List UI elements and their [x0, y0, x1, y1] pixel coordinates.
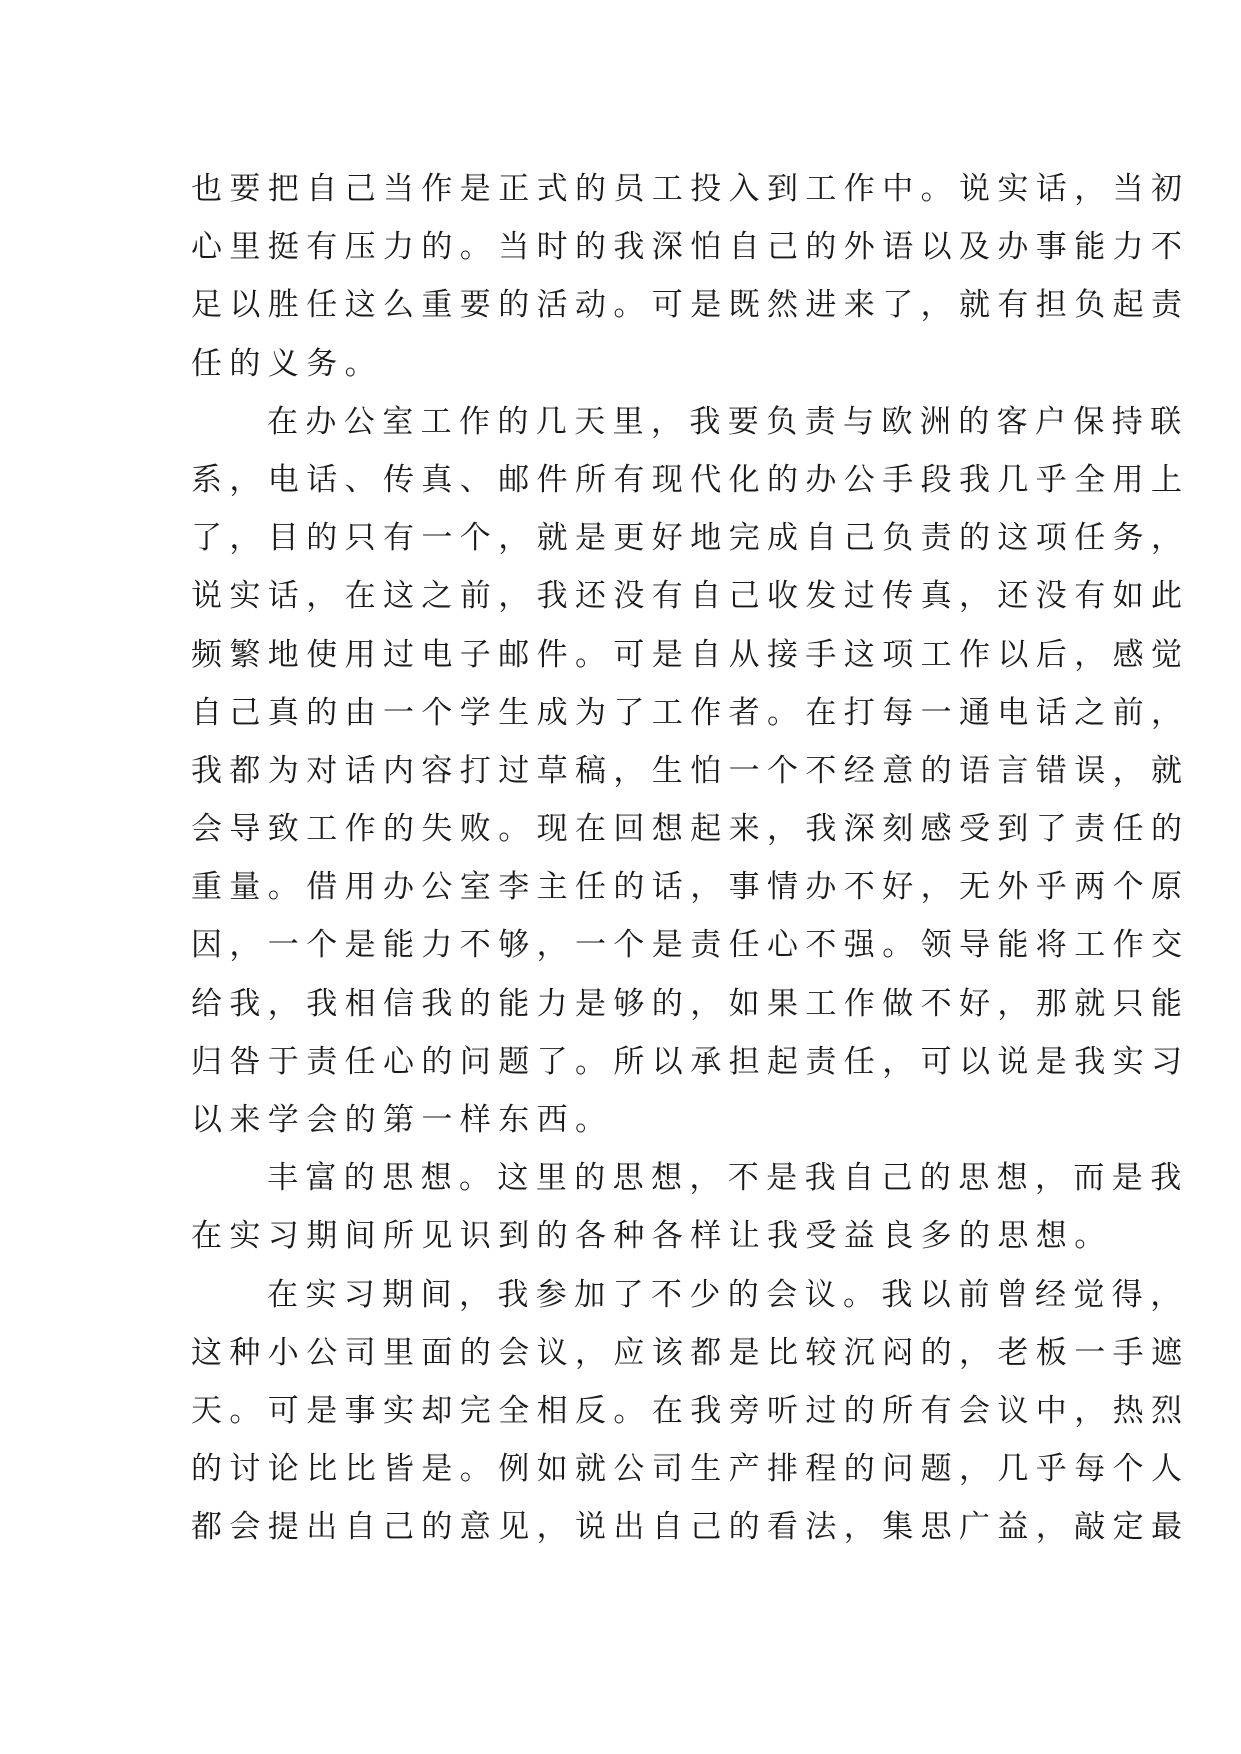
paragraph-first-line: 丰富的思想。这里的思想，不是我自己的思想，而是我 [267, 1160, 1189, 1197]
paragraph-first-line: 在办公室工作的几天里，我要负责与欧洲的客户保持联 [267, 403, 1189, 440]
text-line: 的讨论比比皆是。例如就公司生产排程的问题，几乎每个人 [191, 1451, 1190, 1488]
text-line: 任的义务。 [191, 345, 383, 382]
text-line: 重量。借用办公室李主任的话，事情办不好，无外乎两个原 [191, 869, 1190, 906]
text-line: 足以胜任这么重要的活动。可是既然进来了，就有担负起责 [191, 287, 1190, 324]
text-line: 都会提出自己的意见，说出自己的看法，集思广益，敲定最 [191, 1509, 1190, 1546]
text-line: 自己真的由一个学生成为了工作者。在打每一通电话之前， [191, 694, 1190, 731]
paragraph-first-line: 在实习期间，我参加了不少的会议。我以前曾经觉得， [267, 1276, 1189, 1313]
text-line: 我都为对话内容打过草稿，生怕一个不经意的语言错误，就 [191, 752, 1190, 789]
body-text [191, 160, 1190, 1557]
text-line: 说实话，在这之前，我还没有自己收发过传真，还没有如此 [191, 578, 1190, 615]
text-line: 在实习期间所见识到的各种各样让我受益良多的思想。 [191, 1218, 1113, 1255]
text-line: 归咎于责任心的问题了。所以承担起责任，可以说是我实习 [191, 1043, 1190, 1080]
text-line: 因，一个是能力不够，一个是责任心不强。领导能将工作交 [191, 927, 1190, 964]
text-line: 天。可是事实却完全相反。在我旁听过的所有会议中，热烈 [191, 1392, 1190, 1429]
text-line: 了，目的只有一个，就是更好地完成自己负责的这项任务， [191, 520, 1190, 557]
text-line: 以来学会的第一样东西。 [191, 1102, 614, 1138]
text-line: 系，电话、传真、邮件所有现代化的办公手段我几乎全用上 [191, 461, 1190, 498]
text-line: 这种小公司里面的会议，应该都是比较沉闷的，老板一手遮 [191, 1334, 1190, 1371]
text-line: 也要把自己当作是正式的员工投入到工作中。说实话，当初 [191, 171, 1190, 207]
text-line: 会导致工作的失败。现在回想起来，我深刻感受到了责任的 [191, 811, 1190, 848]
text-line: 心里挺有压力的。当时的我深怕自己的外语以及办事能力不 [191, 229, 1190, 266]
text-line: 频繁地使用过电子邮件。可是自从接手这项工作以后，感觉 [191, 636, 1190, 673]
text-line: 给我，我相信我的能力是够的，如果工作做不好，那就只能 [191, 985, 1190, 1022]
